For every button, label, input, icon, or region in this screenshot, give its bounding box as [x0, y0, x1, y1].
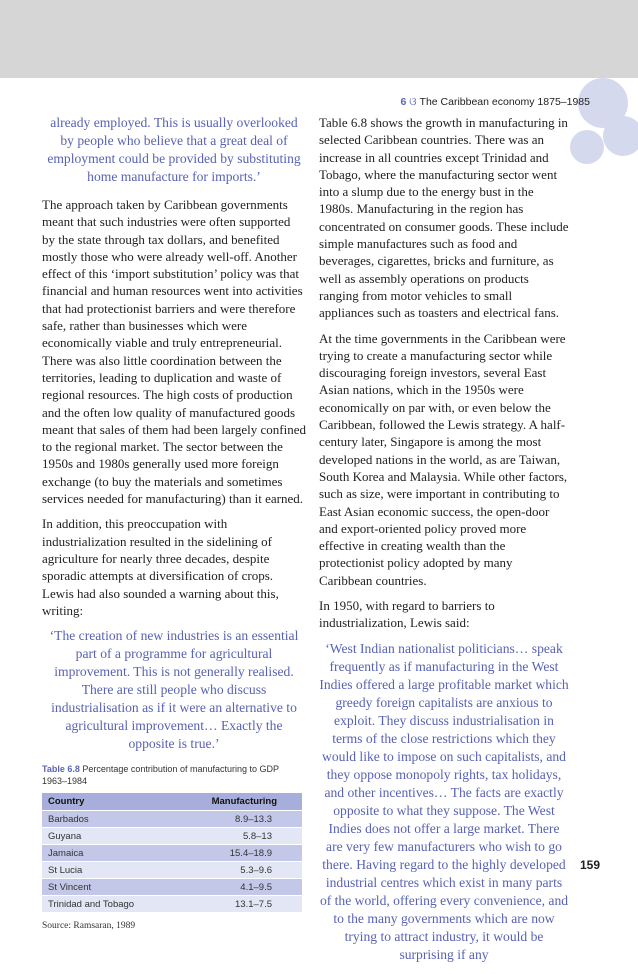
curl-ornament-icon: ଓ [409, 96, 417, 108]
table-header-manufacturing: Manufacturing [187, 793, 302, 811]
paragraph: At the time governments in the Caribbean were trying to create a manufacturing sector while discouraging foreign investors, several East Asian nations, which in the 1950s were economically on par with, or even below the Caribbean, followed the Lewis strategy. A half-century later, Singapore is among the most developed nations in the world, as are Taiwan, South Korea and Malaysia. While other factors, such as size, were important in contributing to East Asian economic success, the open-door and export-oriented policy proved more effective in creating wealth than the protectionist policy adopted by many Caribbean countries. [319, 330, 568, 588]
paragraph: In 1950, with regard to barriers to industrialization, Lewis said: [319, 598, 495, 631]
running-head [400, 96, 590, 109]
page-number: 159 [579, 858, 600, 872]
left-column [42, 114, 306, 931]
table-source: Source: Ramsaran, 1989 [42, 921, 136, 932]
table-row [42, 845, 302, 862]
table-label: Table 6.8 [42, 764, 80, 775]
paragraph: In addition, this preoccupation with industrialization resulted in the sidelining of agriculture for nearly three decades, despite sporadic attempts at diversification of crops. Lewis had also sounded a warning about this, writing: [42, 516, 279, 618]
table-cell: St Vincent [42, 879, 187, 896]
table-cell: Guyana [42, 828, 187, 845]
manufacturing-table [42, 793, 302, 913]
chapter-title: The Caribbean economy 1875–1985 [419, 96, 590, 108]
table-caption [42, 763, 306, 787]
lewis-quote: ‘West Indian nationalist politicians… speak frequently as if manufacturing in the West Indies offered a large profitable market which greedy foreign capitalists are anxious to exploit. They discuss industrialisation in terms of the close restrictions which they would like to impose on such capitalists, and they oppose monopoly rights, tax holidays, and other incentives… The facts are exactly opposite to what they suppose. The West Indies does not offer a large market. There are very few manufacturers who wish to go there. Having regard to the highly developed industrial centres which exist in many parts of the world, offering every convenience, and to the many governments which are now trying to attract industry, it would be surprising if any [319, 640, 569, 962]
table-cell: Barbados [42, 811, 187, 828]
table-row [42, 828, 302, 845]
table-row [42, 862, 302, 879]
table-cell: 8.9–13.3 [187, 811, 302, 828]
table-cell: Trinidad and Tobago [42, 896, 187, 913]
table-row [42, 811, 302, 828]
right-column [319, 114, 569, 974]
chapter-number: 6 [400, 96, 407, 108]
table-cell: 5.8–13 [187, 828, 302, 845]
top-gray-band [0, 0, 638, 78]
table-cell: 4.1–9.5 [187, 879, 302, 896]
table-cell: 13.1–7.5 [187, 896, 302, 913]
table-row [42, 896, 302, 913]
lewis-quote: ‘The creation of new industries is an essential part of a programme for agricultural improvement. This is not generally realised. There are still people who discuss industrialisation as if it were an alternative to agricultural improvement… Exactly the opposite is true.’ [49, 628, 299, 752]
table-header-row [42, 793, 302, 811]
table-cell: 15.4–18.9 [187, 845, 302, 862]
table-header-country: Country [42, 793, 187, 811]
table-row [42, 879, 302, 896]
paragraph: Table 6.8 shows the growth in manufacturing in selected Caribbean countries. There was an increase in all countries except Trinidad and Tobago, where the manufacturing sector went into a slump due to the energy bust in the 1980s. Manufacturing in the region has concentrated on consumer goods. These include simple manufactures such as food and beverages, cigarettes, bricks and furniture, as well as assembly operations on products ranging from motor vehicles to small appliances such as toasters and electrical fans. [319, 115, 569, 321]
table-cell: St Lucia [42, 862, 187, 879]
quote-continuation: already employed. This is usually overlooked by people who believe that a great deal of employment could be provided by substituting home manufacture for imports.’ [47, 115, 301, 184]
table-caption-text: Percentage contribution of manufacturing to GDP 1963–1984 [42, 764, 279, 787]
table-cell: Jamaica [42, 845, 187, 862]
table-cell: 5.3–9.6 [187, 862, 302, 879]
paragraph: The approach taken by Caribbean governments meant that such industries were often supported by the state through tax dollars, and benefited mostly those who were already well-off. Another effect of this ‘import substitution’ policy was that financial and human resources went into activities that had protectionist barriers and were therefore safe, rather than businesses which were economically viable and truly entrepreneurial. There was also little coordination between the territories, leading to duplication and waste of regional resources. The high costs of production and the often low quality of manufactured goods meant that sales of them had been largely confined to the regional market. The sector between the 1950s and 1980s generally used more foreign exchange (to buy the materials and sometimes services needed for manufacturing) than it earned. [42, 197, 306, 507]
